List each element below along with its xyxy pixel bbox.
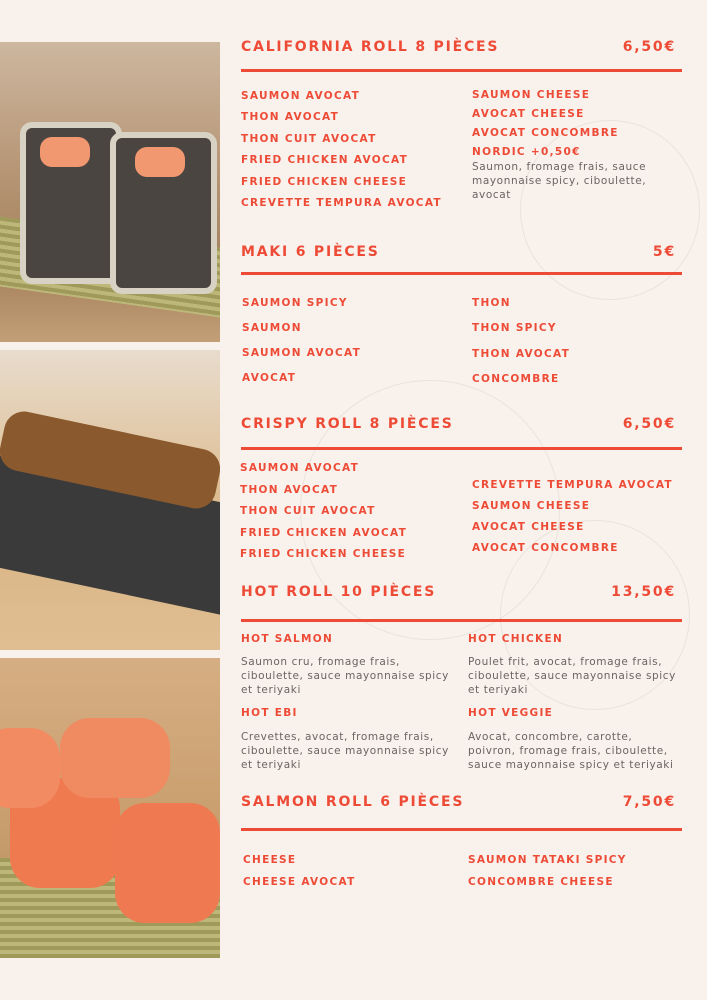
menu-item: CREVETTE TEMPURA AVOCAT [472, 479, 673, 491]
item-description: Poulet frit, avocat, fromage frais, ciboulette, sauce mayonnaise spicy et teriyaki [468, 656, 676, 696]
menu-item: THON CUIT AVOCAT [240, 505, 376, 517]
menu-item: SAUMON AVOCAT [242, 347, 362, 359]
section-title: MAKI 6 PIÈCES [241, 244, 380, 260]
section-divider [241, 828, 682, 831]
menu-item: THON SPICY [472, 322, 557, 334]
menu-item: HOT VEGGIE [468, 707, 554, 719]
california-roll-photo [0, 42, 220, 342]
menu-item: AVOCAT CHEESE [472, 108, 585, 120]
salmon-roll-photo [0, 658, 220, 958]
menu-item: SAUMON CHEESE [472, 500, 591, 512]
crispy-roll-photo [0, 350, 220, 650]
menu-item: CONCOMBRE [472, 373, 560, 385]
menu-item: AVOCAT CONCOMBRE [472, 127, 619, 139]
menu-item: SAUMON TATAKI SPICY [468, 854, 627, 866]
section-divider [241, 69, 682, 72]
menu-item: SAUMON SPICY [242, 297, 348, 309]
menu-item: CHEESE AVOCAT [243, 876, 356, 888]
item-description: Saumon cru, fromage frais, ciboulette, sauce mayonnaise spicy et teriyaki [241, 656, 449, 696]
menu-item: AVOCAT CHEESE [472, 521, 585, 533]
menu-item: HOT SALMON [241, 633, 334, 645]
menu-item: SAUMON [242, 322, 302, 334]
menu-item: THON CUIT AVOCAT [241, 133, 377, 145]
menu-item: NORDIC +0,50€ [472, 146, 581, 158]
menu-item: CHEESE [243, 854, 297, 866]
menu-item: FRIED CHICKEN CHEESE [240, 548, 407, 560]
menu-item: HOT CHICKEN [468, 633, 564, 645]
section-price: 5€ [652, 244, 676, 260]
section-price: 6,50€ [622, 39, 676, 55]
menu-item: FRIED CHICKEN AVOCAT [240, 527, 408, 539]
menu-item: THON AVOCAT [472, 348, 571, 360]
menu-item: AVOCAT [242, 372, 297, 384]
menu-item: AVOCAT CONCOMBRE [472, 542, 619, 554]
item-description: Saumon, fromage frais, sauce mayonnaise spicy, ciboulette, avocat [472, 161, 647, 201]
menu-item: SAUMON AVOCAT [241, 90, 361, 102]
menu-item: FRIED CHICKEN AVOCAT [241, 154, 409, 166]
menu-item: CREVETTE TEMPURA AVOCAT [241, 197, 442, 209]
section-price: 6,50€ [622, 416, 676, 432]
section-price: 13,50€ [611, 584, 676, 600]
section-title: CRISPY ROLL 8 PIÈCES [241, 416, 454, 432]
section-price: 7,50€ [622, 794, 676, 810]
section-title: CALIFORNIA ROLL 8 PIÈCES [241, 39, 500, 55]
menu-item: THON AVOCAT [240, 484, 339, 496]
item-description: Crevettes, avocat, fromage frais, ciboulette, sauce mayonnaise spicy et teriyaki [241, 731, 449, 771]
section-divider [241, 619, 682, 622]
menu-item: FRIED CHICKEN CHEESE [241, 176, 408, 188]
menu-item: HOT EBI [241, 707, 298, 719]
section-divider [241, 447, 682, 450]
menu-item: CONCOMBRE CHEESE [468, 876, 614, 888]
section-title: HOT ROLL 10 PIÈCES [241, 584, 437, 600]
section-title: SALMON ROLL 6 PIÈCES [241, 794, 465, 810]
menu-item: SAUMON AVOCAT [240, 462, 360, 474]
section-divider [241, 272, 682, 275]
menu-item: THON AVOCAT [241, 111, 340, 123]
item-description: Avocat, concombre, carotte, poivron, fromage frais, ciboulette, sauce mayonnaise spicy et teriyaki [468, 731, 674, 771]
menu-item: SAUMON CHEESE [472, 89, 591, 101]
menu-item: THON [472, 297, 511, 309]
